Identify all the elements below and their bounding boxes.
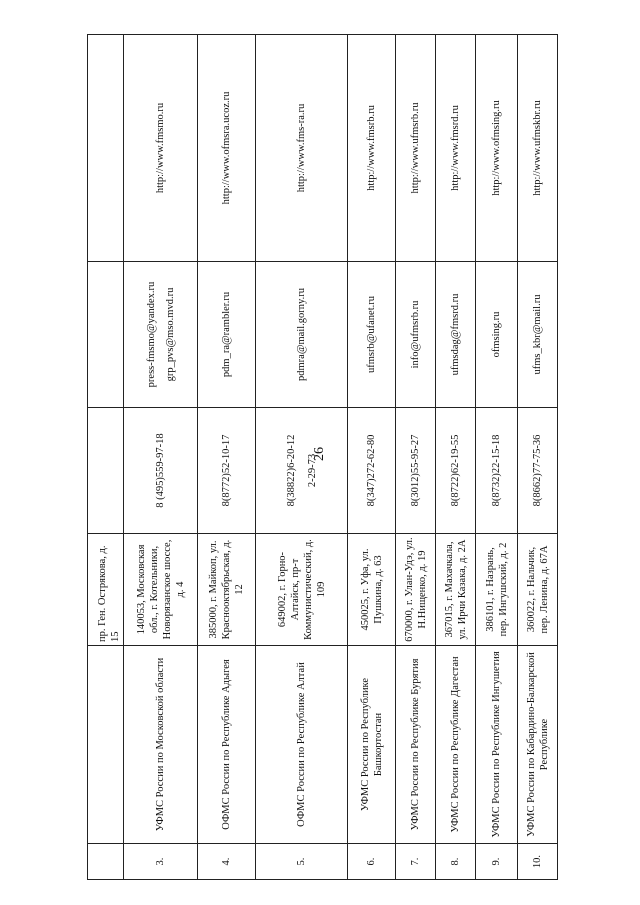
table-row (518, 35, 558, 880)
cell-empty (88, 646, 124, 844)
cell-address: 386101, г. Назрань, пер. Ингушский, д. 2 (476, 534, 518, 646)
cell-email (396, 262, 436, 408)
cell-email (518, 262, 558, 408)
cell-address: 385000, г. Майкоп, ул. Краснооктябрьская, д. 12 (198, 534, 256, 646)
cell-phone: 8(347)272-62-80 (348, 408, 396, 534)
cell-empty (88, 262, 124, 408)
table-row (476, 35, 518, 880)
cell-email (476, 262, 518, 408)
cell-number: 6. (348, 844, 396, 880)
cell-address: 367015, г. Махачкала, ул. Ирчи Казака, д. 2А (436, 534, 476, 646)
cell-number: 4. (198, 844, 256, 880)
cell-phone (256, 408, 348, 534)
cell-website[interactable]: http://www.ufmskbr.ru (518, 35, 558, 262)
cell-office-name: ОФМС России по Республике Алтай (256, 646, 348, 844)
cell-address-tail: пр. Ген. Острякова, д. 15 (88, 534, 124, 646)
cell-website[interactable]: http://www.fmsrb.ru (348, 35, 396, 262)
table-row (124, 35, 198, 880)
cell-phone: 8(8662)77-75-36 (518, 408, 558, 534)
table-row (348, 35, 396, 880)
cell-address: 649002, г. Горно-Алтайск, пр-т Коммунистический, д. 109 (256, 534, 348, 646)
cell-address: 450025, г. Уфа, ул. Пушкина, д. 63 (348, 534, 396, 646)
cell-website[interactable]: http://www.fms-ra.ru (256, 35, 348, 262)
contacts-table (87, 34, 558, 880)
cell-phone: 8 (495)559-97-18 (124, 408, 198, 534)
cell-address: 360022, г. Нальчик, пер. Ленина, д. 67А (518, 534, 558, 646)
email-link[interactable]: ufmsrb@ufanet.ru (366, 295, 377, 374)
phone-line: 2-29-73 (306, 453, 318, 488)
email-link[interactable]: pdm_ra@rambler.ru (221, 291, 232, 378)
cell-office-name: УФМС России по Республике Бурятия (396, 646, 436, 844)
email-link[interactable]: grp_pvs@mso.mvd.ru (164, 287, 176, 382)
cell-phone: 8(8722)62-19-55 (436, 408, 476, 534)
cell-email (256, 262, 348, 408)
email-link[interactable]: press-fmsmo@yandex.ru (145, 281, 157, 388)
cell-website[interactable]: http://www.ufmsrb.ru (396, 35, 436, 262)
cell-empty (88, 35, 124, 262)
cell-phone: 8(8772)52-10-17 (198, 408, 256, 534)
email-link[interactable]: ufmsdag@fmsrd.ru (450, 293, 461, 376)
cell-empty (88, 844, 124, 880)
rotated-table-wrapper (87, 35, 557, 880)
cell-number: 8. (436, 844, 476, 880)
cell-website[interactable]: http://www.ofmsing.ru (476, 35, 518, 262)
cell-number: 3. (124, 844, 198, 880)
cell-email (348, 262, 396, 408)
cell-number: 9. (476, 844, 518, 880)
cell-phone: 8(3012)55-95-27 (396, 408, 436, 534)
email-link[interactable]: ofmsing.ru (491, 311, 502, 358)
cell-website[interactable]: http://www.fmsrd.ru (436, 35, 476, 262)
table-row (198, 35, 256, 880)
cell-office-name: УФМС России по Республике Башкортостан (348, 646, 396, 844)
email-link[interactable]: ufms_kbr@mail.ru (532, 294, 543, 375)
phone-line: 8(38822)6-20-12 (285, 434, 297, 507)
cell-phone: 8(8732)22-15-18 (476, 408, 518, 534)
table-row (436, 35, 476, 880)
cell-office-name: УФМС России по Московской области (124, 646, 198, 844)
email-link[interactable]: pdmra@mail.gorny.ru (296, 288, 307, 381)
cell-address: 670000, г. Улан-Удэ, ул. Н.Нищенко, д. 19 (396, 534, 436, 646)
cell-address: 140053, Московская обл., г. Котельники, Новорязанское шоссе, д. 4 (124, 534, 198, 646)
email-link[interactable]: info@ufmsrb.ru (410, 300, 421, 369)
table-row (256, 35, 348, 880)
cell-office-name: УФМС России по Республике Ингушетия (476, 646, 518, 844)
cell-number: 5. (256, 844, 348, 880)
cell-email (436, 262, 476, 408)
cell-email (198, 262, 256, 408)
cell-office-name: УФМС России по Кабардино-Балкарской Республике (518, 646, 558, 844)
cell-office-name: УФМС России по Республике Дагестан (436, 646, 476, 844)
cell-website[interactable]: http://www.ofmsra.ucoz.ru (198, 35, 256, 262)
cell-empty (88, 408, 124, 534)
table-row-continuation (88, 35, 124, 880)
cell-email (124, 262, 198, 408)
cell-website[interactable]: http://www.fmsmo.ru (124, 35, 198, 262)
cell-number: 10. (518, 844, 558, 880)
cell-number: 7. (396, 844, 436, 880)
table-row (396, 35, 436, 880)
cell-office-name: ОФМС России по Республике Адыгея (198, 646, 256, 844)
page-number-text: 26 (312, 447, 327, 461)
